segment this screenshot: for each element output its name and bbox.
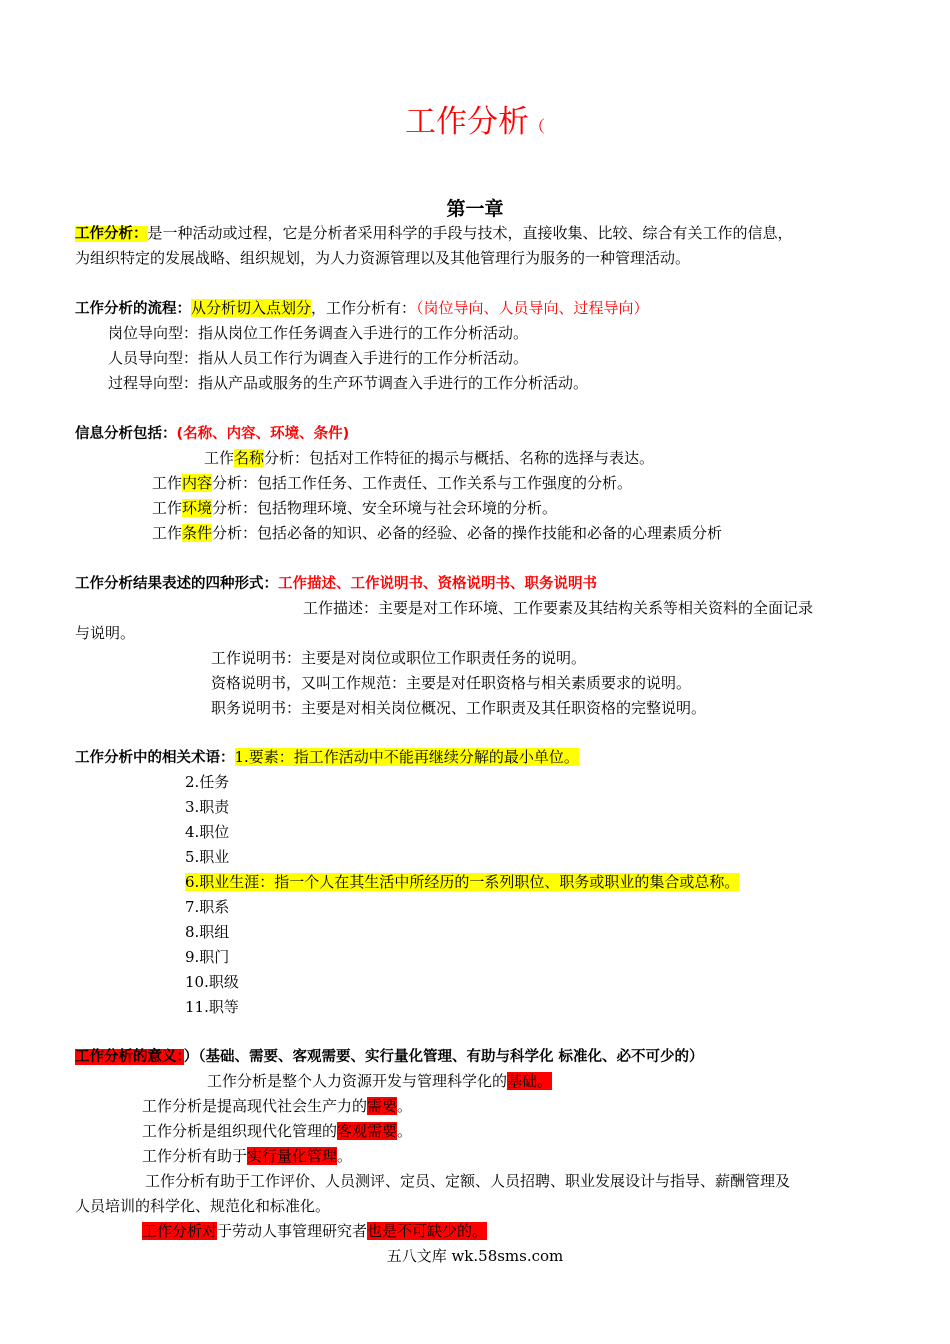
significance-label: 工作分析的意义： <box>75 1049 184 1065</box>
terms-item: 4.职位 <box>185 823 230 841</box>
definition-text: 是一种活动或过程，它是分析者采用科学的手段与技术，直接收集、比较、综合有关工作的信息， <box>147 224 793 242</box>
info-label: 信息分析包括： <box>75 426 177 442</box>
info-item: 工作内容分析：包括工作任务、工作责任、工作关系与工作强度的分析。 <box>152 474 633 492</box>
terms-item: 2.任务 <box>185 773 230 791</box>
significance-item: 工作分析有助于实行量化管理。 <box>142 1147 353 1165</box>
forms-item: 职务说明书：主要是对相关岗位概况、工作职责及其任职资格的完整说明。 <box>211 699 707 717</box>
definition-term: 工作分析： <box>75 226 148 242</box>
terms-item: 3.职责 <box>185 798 230 816</box>
process-item: 岗位导向型：指从岗位工作任务调查入手进行的工作分析活动。 <box>108 324 529 342</box>
footer-watermark: 五八文库 wk.58sms.com <box>386 1247 564 1265</box>
title-paren: （ <box>528 117 545 136</box>
terms-item-highlight: 6.职业生涯：指一个人在其生活中所经历的一系列职位、职务或职业的集合或总称。 <box>185 873 740 891</box>
forms-label: 工作分析结果表述的四种形式： <box>75 576 278 592</box>
title-text: 工作分析 <box>404 104 529 140</box>
info-item: 工作名称分析：包括对工作特征的揭示与概括、名称的选择与表达。 <box>204 449 655 467</box>
terms-item: 9.职门 <box>185 948 230 966</box>
terms-item: 7.职系 <box>185 898 230 916</box>
significance-item: 工作分析对于劳动人事管理研究者也是不可缺少的。 <box>142 1222 488 1240</box>
process-item: 过程导向型：指从产品或服务的生产环节调查入手进行的工作分析活动。 <box>108 374 589 392</box>
forms-types: 工作描述、工作说明书、资格说明书、职务说明书 <box>278 576 597 592</box>
document-title <box>0 102 950 147</box>
info-heading <box>75 423 349 444</box>
terms-label: 工作分析中的相关术语： <box>75 750 235 766</box>
significance-item: 工作分析是提高现代社会生产力的需要。 <box>142 1097 413 1115</box>
terms-item: 5.职业 <box>185 848 230 866</box>
info-types: (名称、内容、环境、条件) <box>176 426 350 442</box>
terms-item: 11.职等 <box>185 998 239 1016</box>
forms-desc-line-1: 工作描述：主要是对工作环境、工作要素及其结构关系等相关资料的全面记录 <box>303 599 814 617</box>
significance-item: 工作分析是整个人力资源开发与管理科学化的基础。 <box>207 1072 553 1090</box>
process-mid: ，工作分析有： <box>311 299 417 317</box>
forms-item: 资格说明书，又叫工作规范：主要是对任职资格与相关素质要求的说明。 <box>211 674 692 692</box>
process-heading <box>75 298 649 319</box>
definition-line-1 <box>75 223 793 244</box>
terms-item: 10.职级 <box>185 973 239 991</box>
forms-desc-line-2: 与说明。 <box>75 624 136 642</box>
terms-item: 8.职组 <box>185 923 230 941</box>
forms-heading <box>75 573 597 594</box>
info-item: 工作环境分析：包括物理环境、安全环境与社会环境的分析。 <box>152 499 558 517</box>
terms-first: 1.要素：指工作活动中不能再继续分解的最小单位。 <box>234 748 579 766</box>
process-item: 人员导向型：指从人员工作行为调查入手进行的工作分析活动。 <box>108 349 529 367</box>
significance-keywords: ）（基础、需要、客观需要、实行量化管理、有助与科学化 标准化、必不可少的） <box>183 1049 704 1065</box>
forms-item: 工作说明书：主要是对岗位或职位工作职责任务的说明。 <box>211 649 587 667</box>
process-highlight: 从分析切入点划分 <box>191 299 312 317</box>
terms-heading <box>75 747 579 768</box>
process-label: 工作分析的流程： <box>75 301 191 317</box>
significance-item: 工作分析是组织现代化管理的客观需要。 <box>142 1122 413 1140</box>
significance-item: 工作分析有助于工作评价、人员测评、定员、定额、人员招聘、职业发展设计与指导、薪酬管理及 <box>145 1172 791 1190</box>
info-item: 工作条件分析：包括必备的知识、必备的经验、必备的操作技能和必备的心理素质分析 <box>152 524 723 542</box>
definition-line-2: 为组织特定的发展战略、组织规划，为人力资源管理以及其他管理行为服务的一种管理活动。 <box>75 249 691 267</box>
chapter-heading: 第一章 <box>446 198 504 220</box>
significance-heading <box>75 1046 704 1067</box>
significance-item-cont: 人员培训的科学化、规范化和标准化。 <box>75 1197 331 1215</box>
process-types: （岗位导向、人员导向、过程导向） <box>416 299 649 317</box>
